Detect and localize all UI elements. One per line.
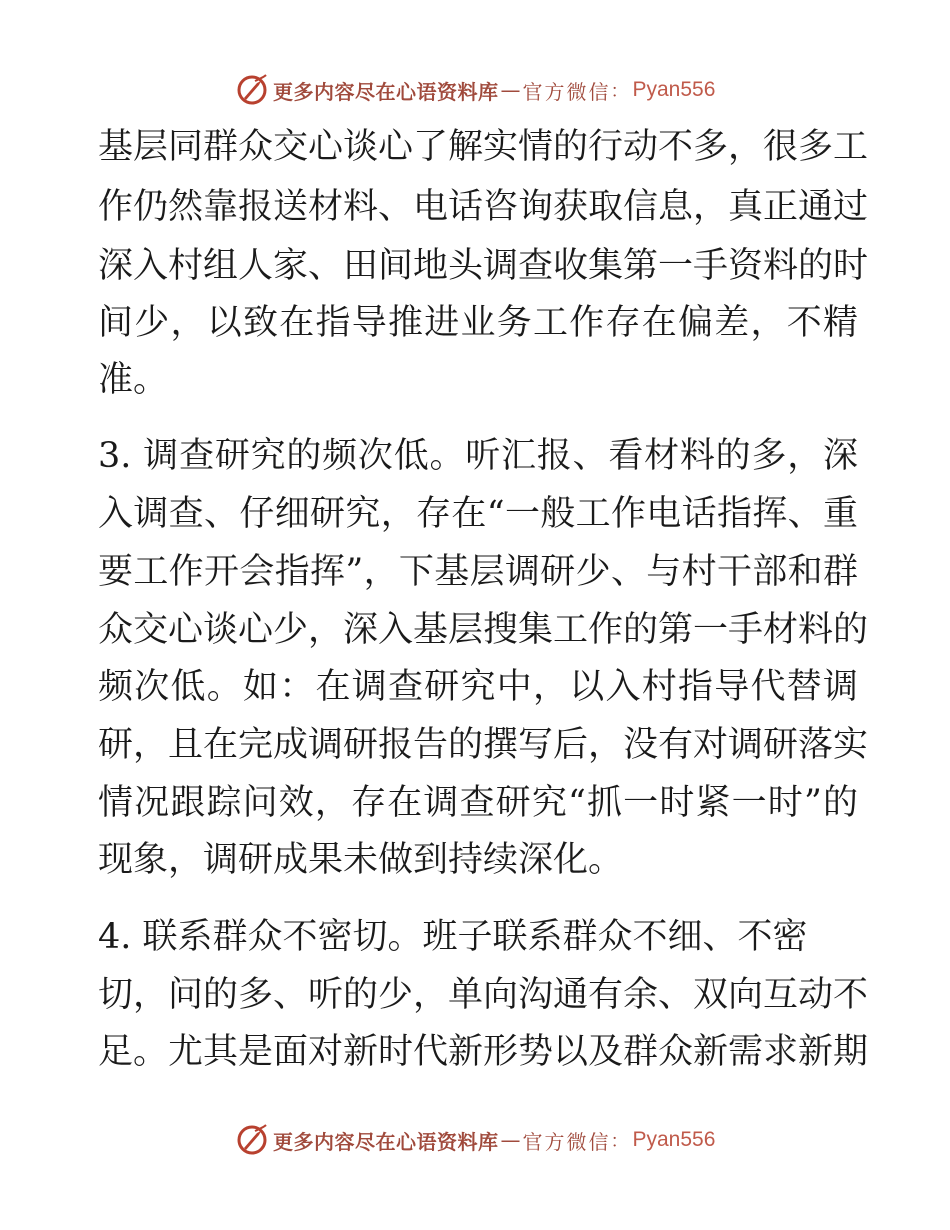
text-line: 频次低。如：在调查研究中，以入村指导代替调 (98, 667, 858, 707)
text-line: 入调查、仔细研究，存在“一般工作电话指挥、重 (98, 494, 858, 534)
text-line: 深入村组人家、田间地头调查收集第一手资料的时 (98, 246, 869, 286)
text-line: 作仍然靠报送材料、电话咨询获取信息，真正通过 (98, 187, 869, 227)
watermark-colon: ： (610, 81, 629, 102)
text-line: 4. 联系群众不密切。班子联系群众不细、不密 (98, 917, 808, 957)
text-line: 情况跟踪问效，存在调查研究“抓一时紧一时”的 (98, 783, 858, 823)
text-line: 众交心谈心少，深入基层搜集工作的第一手材料的 (98, 610, 869, 650)
watermark-official-label: 官方微信 (522, 79, 611, 104)
footer-watermark (235, 1122, 715, 1158)
text-line: 现象，调研成果未做到持续深化。 (98, 840, 624, 880)
text-line: 间少，以致在指导推进业务工作存在偏差，不精 (98, 303, 858, 343)
watermark-wechat-id: Pyan556 (632, 78, 716, 101)
text-line: 研，且在完成调研报告的撰写后，没有对调研落实 (98, 725, 869, 765)
text-line: 准。 (98, 360, 169, 400)
text-line: 切，问的多、听的少，单向沟通有余、双向互动不 (98, 975, 869, 1015)
text-line: 3. 调查研究的频次低。听汇报、看材料的多，深 (98, 436, 858, 476)
watermark-wechat-id: Pyan556 (632, 1128, 716, 1151)
header-watermark (235, 72, 715, 108)
text-line: 要工作开会指挥”，下基层调研少、与村干部和群 (98, 552, 858, 592)
watermark-colon: ： (610, 1131, 629, 1152)
watermark-main-text: 更多内容尽在心语资料库 (273, 1129, 499, 1154)
text-line: 足。尤其是面对新时代新形势以及群众新需求新期 (98, 1032, 869, 1072)
watermark-dash: — (500, 1128, 521, 1152)
watermark-main-text: 更多内容尽在心语资料库 (273, 79, 499, 104)
watermark-official-label: 官方微信 (522, 1129, 611, 1154)
quill-pen-logo-icon (235, 1123, 269, 1157)
quill-pen-logo-icon (235, 73, 269, 107)
watermark-dash: — (500, 78, 521, 102)
text-line: 基层同群众交心谈心了解实情的行动不多，很多工 (98, 127, 869, 167)
